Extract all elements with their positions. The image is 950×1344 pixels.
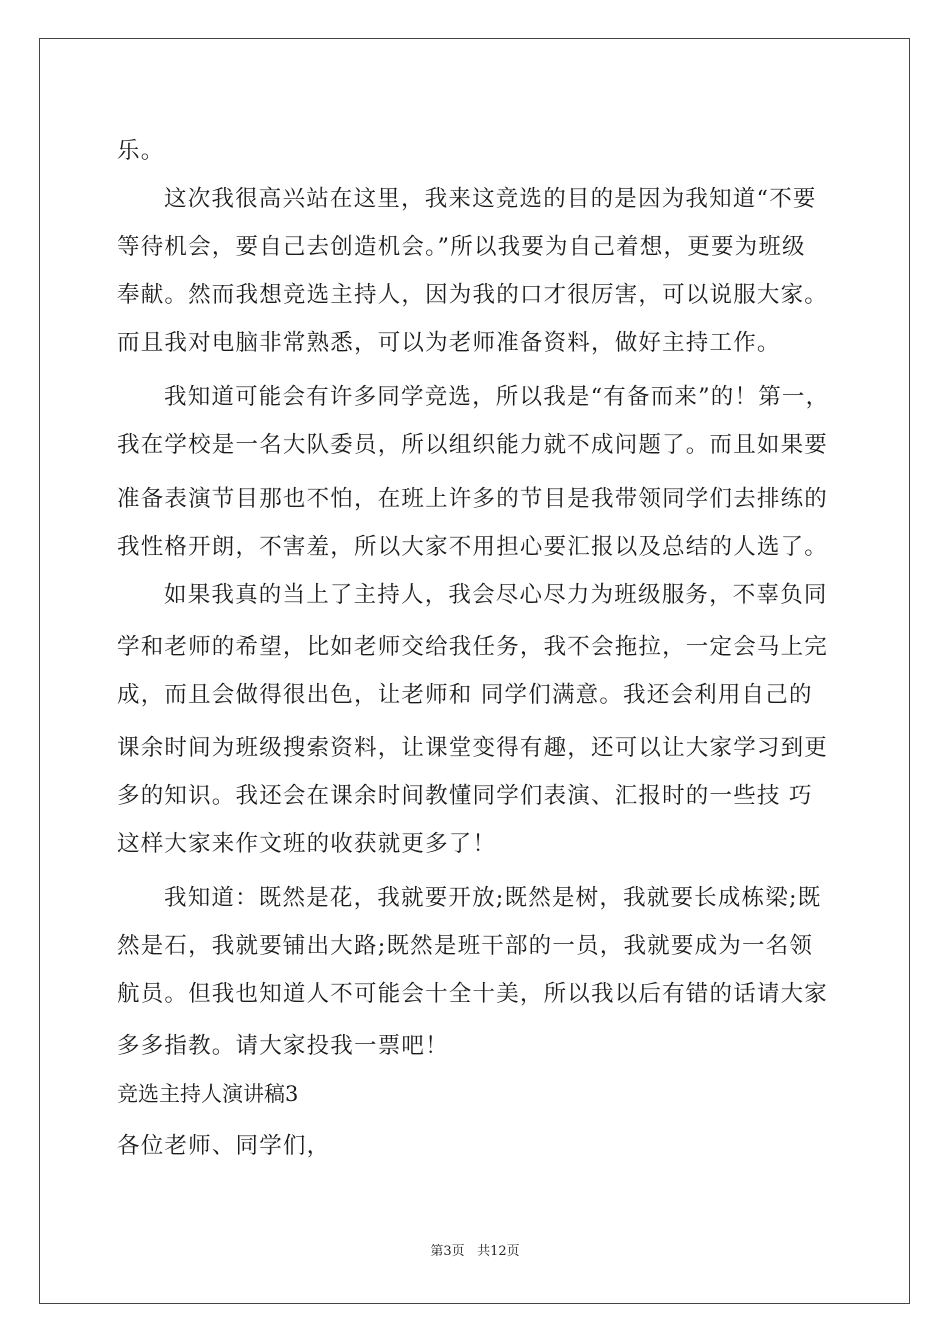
paragraph-start-line: 我知道：既然是花，我就要开放;既然是树，我就要长成栋梁;既 [164, 885, 822, 911]
text-line: 多多指教。请大家投我一票吧！ [117, 1033, 449, 1059]
page-number: 第3页 [430, 1244, 465, 1259]
text-line: 准备表演节目那也不怕，在班上许多的节目是我带领同学们去排练的 [117, 486, 829, 512]
text-line: 然是石，我就要铺出大路;既然是班干部的一员，我就要成为一名领 [117, 933, 814, 959]
salutation-line: 各位老师、同学们， [117, 1133, 331, 1159]
text-line: 学和老师的希望，比如老师交给我任务，我不会拖拉，一定会马上完 [117, 634, 829, 660]
text-line: 成，而且会做得很出色，让老师和 同学们满意。我还会利用自己的 [117, 682, 813, 708]
text-line: 奉献。然而我想竞选主持人，因为我的口才很厉害，可以说服大家。 [117, 282, 829, 308]
text-line: 航员。但我也知道人不可能会十全十美，所以我以后有错的话请大家 [117, 981, 829, 1007]
section-heading: 竞选主持人演讲稿3 [117, 1082, 299, 1106]
page-total: 共12页 [477, 1244, 520, 1259]
text-line: 课余时间为班级搜索资料，让课堂变得有趣，还可以让大家学习到更 [117, 735, 829, 761]
paragraph-start-line: 我知道可能会有许多同学竞选，所以我是“有备而来”的！第一， [164, 384, 830, 410]
text-line: 等待机会，要自己去创造机会。”所以我要为自己着想，更要为班级 [117, 234, 806, 260]
text-line: 我性格开朗，不害羞，所以大家不用担心要汇报以及总结的人选了。 [117, 534, 829, 560]
paragraph-start-line: 这次我很高兴站在这里，我来这竞选的目的是因为我知道“不要 [164, 186, 817, 212]
page-footer [0, 1243, 950, 1261]
paragraph-start-line: 如果我真的当上了主持人，我会尽心尽力为班级服务，不辜负同 [164, 582, 828, 608]
text-line: 乐。 [117, 138, 165, 164]
page-frame [39, 38, 910, 1304]
text-line: 这样大家来作文班的收获就更多了！ [117, 831, 497, 857]
text-line: 我在学校是一名大队委员，所以组织能力就不成问题了。而且如果要 [117, 432, 829, 458]
text-line: 而且我对电脑非常熟悉，可以为老师准备资料，做好主持工作。 [117, 330, 781, 356]
text-line: 多的知识。我还会在课余时间教懂同学们表演、汇报时的一些技 巧 [117, 783, 813, 809]
